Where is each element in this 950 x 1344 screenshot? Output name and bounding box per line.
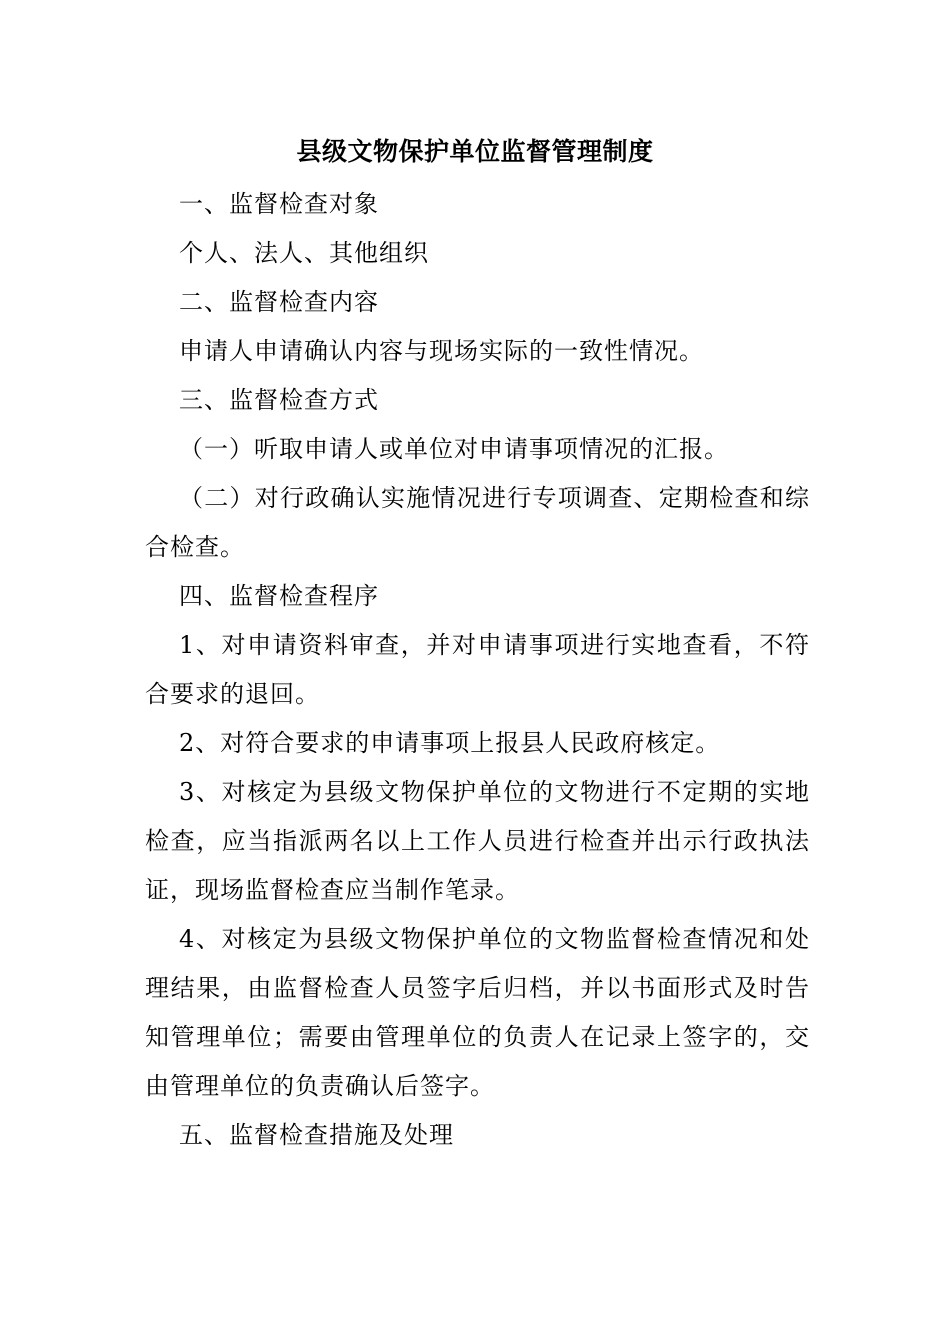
section-heading-4: 四、监督检查程序 [179,582,379,610]
section-heading-1: 一、监督检查对象 [179,190,379,218]
paragraph-method-1: （一）听取申请人或单位对申请事项情况的汇报。 [179,435,729,463]
paragraph-procedure-4: 4、对核定为县级文物保护单位的文物监督检查情况和处理结果，由监督检查人员签字后归档，并以书面形式及时告知管理单位；需要由管理单位的负责人在记录上签字的，交由管理单位的负责确认后签字。 [145,925,810,1100]
document-title: 县级文物保护单位监督管理制度 [296,137,654,166]
paragraph-procedure-3: 3、对核定为县级文物保护单位的文物进行不定期的实地检查，应当指派两名以上工作人员进行检查并出示行政执法证，现场监督检查应当制作笔录。 [145,778,810,904]
paragraph-inspection-content: 申请人申请确认内容与现场实际的一致性情况。 [179,337,704,365]
paragraph-procedure-1: 1、对申请资料审查，并对申请事项进行实地查看，不符合要求的退回。 [145,631,810,708]
paragraph-inspection-objects: 个人、法人、其他组织 [179,239,429,267]
document-body [145,180,810,1160]
section-heading-5: 五、监督检查措施及处理 [179,1121,454,1149]
paragraph-procedure-2: 2、对符合要求的申请事项上报县人民政府核定。 [179,729,721,757]
section-heading-3: 三、监督检查方式 [179,386,379,414]
section-heading-2: 二、监督检查内容 [179,288,379,316]
paragraph-method-2: （二）对行政确认实施情况进行专项调查、定期检查和综合检查。 [145,484,810,561]
